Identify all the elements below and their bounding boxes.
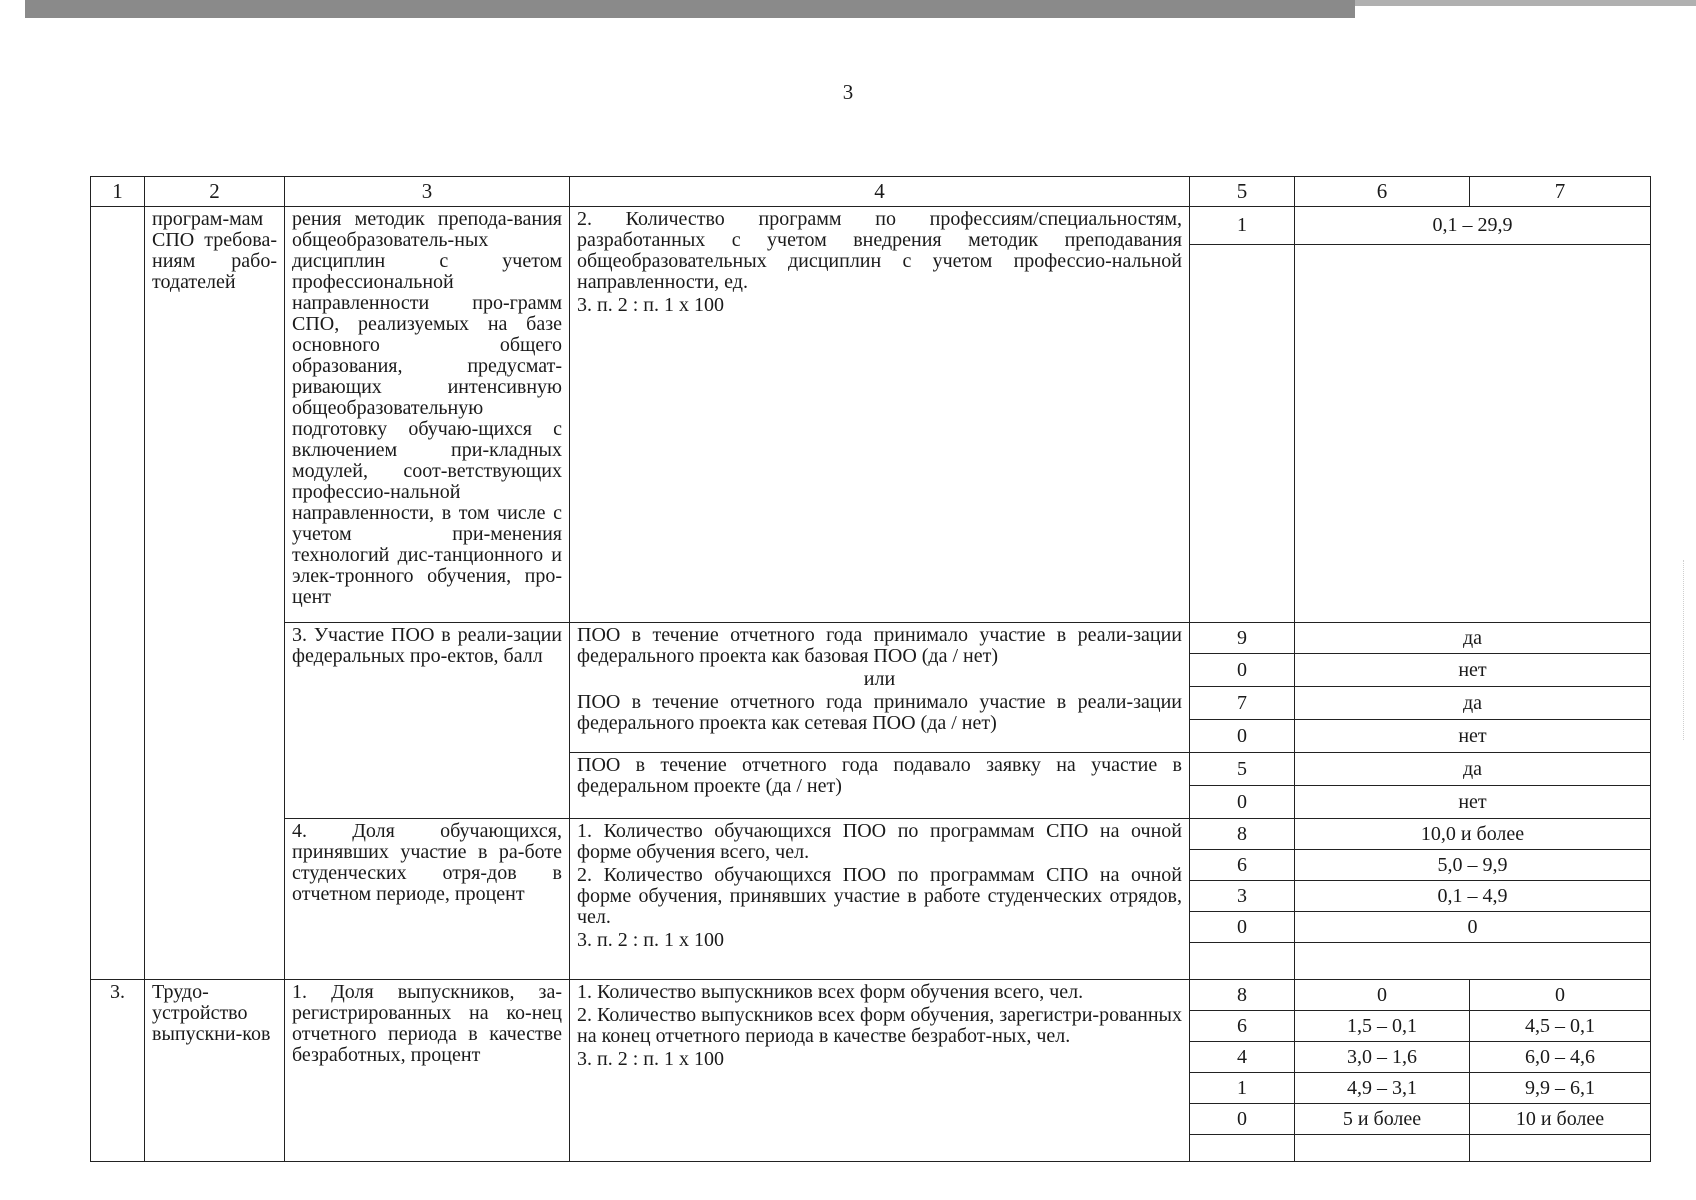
indicator-name-cell: 3. Участие ПОО в реали-зации федеральных про-ектов, балл (285, 623, 570, 819)
calc-step: 3. п. 2 : п. 1 х 100 (577, 929, 724, 952)
indicator-name-cell: 1. Доля выпускников, за-регистрированных на ко-нец отчетного периода в качестве безработных, процент (285, 980, 570, 1162)
col7-value-cell: 10 и более (1470, 1104, 1651, 1135)
value-cell: да (1295, 623, 1651, 654)
header-col-6: 6 (1295, 177, 1470, 207)
col6-value-cell: 1,5 – 0,1 (1295, 1011, 1470, 1042)
indicator-name-cell: рения методик препода-вания общеобразователь-ных дисциплин с учетом профессиональной направленности про-грамм СПО, реализуемых на базе основного общего образования, предусмат-ривающих интенсивную общеобразовательную подготовку обучаю-щихся с включением при-кладных модулей, соот-ветствующих профессио-нальной направленности, в том числе с учетом при-менения технологий дис-танционного и элек-тронного обучения, про-цент (285, 206, 570, 622)
score-cell: 0 (1190, 786, 1295, 819)
header-col-2: 2 (145, 177, 285, 207)
criterion-name-cell: Трудо-устройство выпускни-ков (145, 980, 285, 1162)
col7-value-cell: 0 (1470, 980, 1651, 1011)
score-cell: 1 (1190, 1073, 1295, 1104)
indicator-calculation-cell (570, 980, 1190, 1162)
scan-edge-shadow-right (1355, 0, 1696, 6)
value-cell: 0,1 – 4,9 (1295, 881, 1651, 912)
empty-col7-cell (1470, 1135, 1651, 1162)
condition-or: или (863, 668, 896, 691)
score-cell: 0 (1190, 653, 1295, 686)
calc-step: 3. п. 2 : п. 1 х 100 (577, 1048, 724, 1071)
empty-score-cell (1190, 244, 1295, 622)
col7-value-cell: 6,0 – 4,6 (1470, 1042, 1651, 1073)
col6-value-cell: 5 и более (1295, 1104, 1470, 1135)
header-row (91, 177, 1651, 207)
score-cell: 0 (1190, 1104, 1295, 1135)
col6-value-cell: 4,9 – 3,1 (1295, 1073, 1470, 1104)
header-col-1: 1 (91, 177, 145, 207)
table-row (91, 819, 1651, 850)
criterion-number-cell: 3. (91, 980, 145, 1162)
indicator-calculation-cell (570, 819, 1190, 980)
value-cell: да (1295, 753, 1651, 786)
score-cell: 7 (1190, 687, 1295, 720)
value-cell: нет (1295, 786, 1651, 819)
header-col-7: 7 (1470, 177, 1651, 207)
condition-network: ПОО в течение отчетного года принимало участие в реали-зации федерального проекта как сетевая ПОО (да / нет) (577, 691, 1182, 735)
value-cell: 5,0 – 9,9 (1295, 850, 1651, 881)
table-row (91, 206, 1651, 244)
value-cell: да (1295, 687, 1651, 720)
score-cell: 1 (1190, 206, 1295, 244)
calc-step: 3. п. 2 : п. 1 х 100 (577, 293, 724, 316)
criterion-name-cell: програм-мам СПО требова-ниям рабо-тодателей (145, 206, 285, 979)
cell-number-empty (91, 206, 145, 979)
empty-col6-cell (1295, 1135, 1470, 1162)
calc-step: 1. Количество выпускников всех форм обучения всего, чел. (577, 981, 1084, 1004)
score-cell: 9 (1190, 623, 1295, 654)
indicator-name-cell: 4. Доля обучающихся, принявших участие в ра-боте студенческих отря-дов в отчетном периоде, процент (285, 819, 570, 980)
table-row (91, 980, 1651, 1011)
score-cell: 6 (1190, 1011, 1295, 1042)
score-cell: 6 (1190, 850, 1295, 881)
score-cell: 8 (1190, 980, 1295, 1011)
scan-side-mark (1683, 560, 1690, 740)
score-cell: 0 (1190, 720, 1295, 753)
col6-value-cell: 0 (1295, 980, 1470, 1011)
score-cell: 0 (1190, 912, 1295, 943)
indicator-calculation-cell (570, 753, 1190, 819)
value-cell: нет (1295, 720, 1651, 753)
col6-value-cell: 3,0 – 1,6 (1295, 1042, 1470, 1073)
condition-base: ПОО в течение отчетного года принимало участие в реали-зации федерального проекта как базовая ПОО (да / нет) (577, 624, 1182, 668)
empty-score-cell (1190, 943, 1295, 980)
empty-score-cell (1190, 1135, 1295, 1162)
calc-step: 2. Количество выпускников всех форм обучения, зарегистри-рованных на конец отчетного периода в качестве безработ-ных, чел. (577, 1004, 1182, 1048)
value-cell: нет (1295, 653, 1651, 686)
calc-step: 2. Количество программ по профессиям/специальностям, разработанных с учетом внедрения методик преподавания общеобразовательных дисциплин с учетом профессио-нальной направленности, ед. (577, 207, 1182, 293)
value-cell: 10,0 и более (1295, 819, 1651, 850)
scan-edge-shadow (25, 0, 1355, 18)
page-number: 3 (842, 80, 854, 104)
empty-range-cell (1295, 244, 1651, 622)
score-cell: 4 (1190, 1042, 1295, 1073)
indicator-calculation-cell (570, 623, 1190, 753)
score-cell: 8 (1190, 819, 1295, 850)
criteria-table (90, 176, 1651, 1162)
header-col-5: 5 (1190, 177, 1295, 207)
criteria-table-wrapper (90, 176, 1650, 1162)
header-col-3: 3 (285, 177, 570, 207)
calc-step: 1. Количество обучающихся ПОО по программам СПО на очной форме обучения всего, чел. (577, 820, 1182, 864)
col7-value-cell: 9,9 – 6,1 (1470, 1073, 1651, 1104)
score-cell: 3 (1190, 881, 1295, 912)
empty-value-cell (1295, 943, 1651, 980)
value-cell: 0 (1295, 912, 1651, 943)
calc-step: 2. Количество обучающихся ПОО по программам СПО на очной форме обучения, принявших участие в работе студенческих отрядов, чел. (577, 864, 1182, 929)
value-range-cell: 0,1 – 29,9 (1295, 206, 1651, 244)
condition-application: ПОО в течение отчетного года подавало заявку на участие в федеральном проекте (да / нет) (577, 754, 1182, 798)
header-col-4: 4 (570, 177, 1190, 207)
indicator-calculation-cell (570, 206, 1190, 622)
score-cell: 5 (1190, 753, 1295, 786)
col7-value-cell: 4,5 – 0,1 (1470, 1011, 1651, 1042)
table-row (91, 623, 1651, 654)
